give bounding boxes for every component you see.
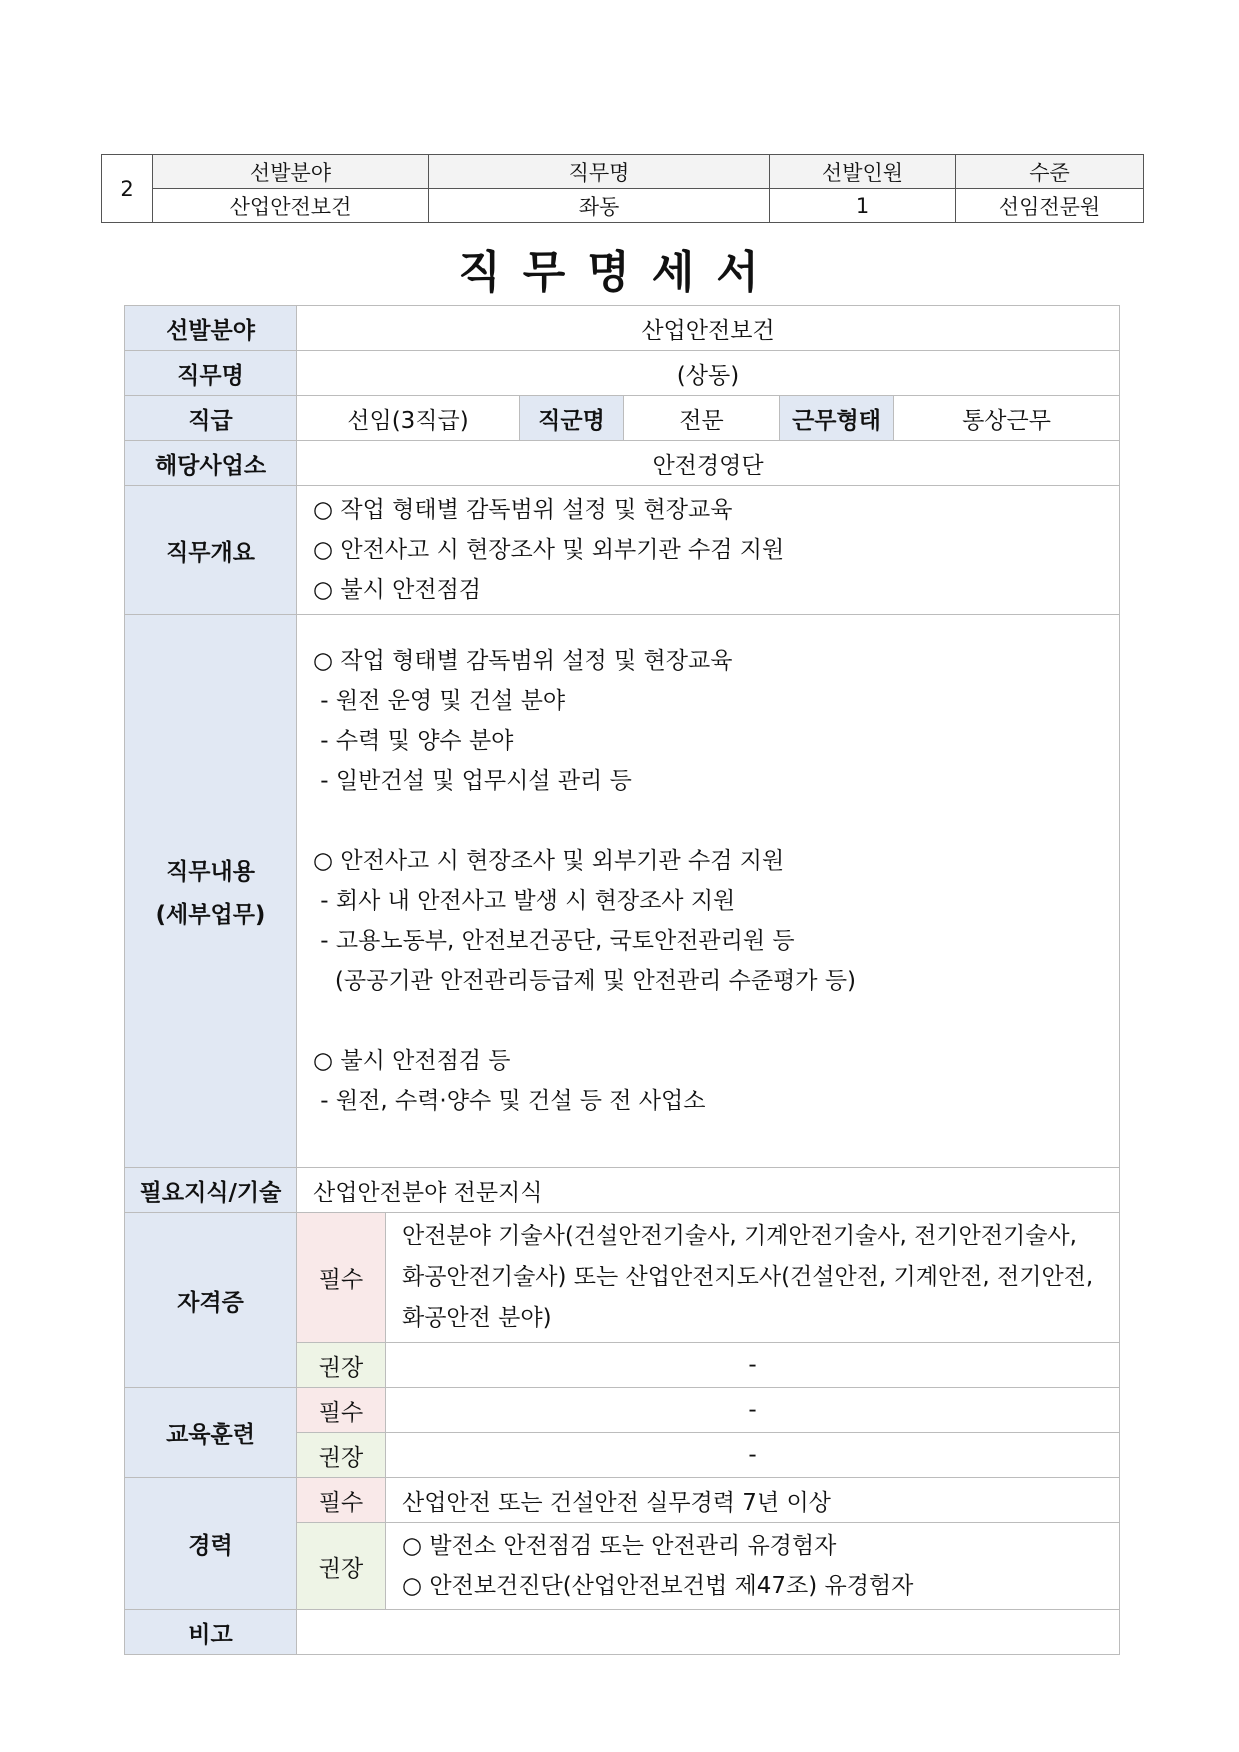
cert-required-text bbox=[386, 1216, 1119, 1339]
cert-recommended-label: 권장 bbox=[297, 1343, 386, 1388]
details-line: - 수력 및 양수 분야 bbox=[313, 728, 514, 754]
career-recommended-line: ○ 발전소 안전점검 또는 안전관리 유경험자 bbox=[402, 1533, 837, 1559]
details-line bbox=[313, 1001, 1119, 1041]
details-line bbox=[313, 801, 1119, 841]
overview-content bbox=[297, 486, 1120, 615]
field-label: 선발분야 bbox=[125, 306, 297, 351]
knowledge-label: 필요지식/기술 bbox=[125, 1168, 297, 1213]
career-label: 경력 bbox=[125, 1478, 297, 1610]
grade-label: 직급 bbox=[125, 396, 297, 441]
training-required-label: 필수 bbox=[297, 1388, 386, 1433]
summary-header-job: 직무명 bbox=[429, 155, 770, 189]
details-label bbox=[125, 615, 297, 1168]
summary-number: 2 bbox=[102, 155, 153, 223]
row-knowledge bbox=[125, 1168, 1120, 1213]
details-line: - 회사 내 안전사고 발생 시 현장조사 지원 bbox=[313, 888, 736, 914]
row-training-required bbox=[125, 1388, 1120, 1433]
career-recommended-line: ○ 안전보건진단(산업안전보건법 제47조) 유경험자 bbox=[402, 1573, 914, 1599]
summary-value-row bbox=[102, 189, 1144, 223]
details-label-line1: 직무내용 bbox=[166, 859, 255, 885]
row-cert-required bbox=[125, 1213, 1120, 1343]
details-line: - 고용노동부, 안전보건공단, 국토안전관리원 등 bbox=[313, 928, 795, 954]
document-title: 직무명세서 bbox=[458, 247, 781, 298]
summary-header-level: 수준 bbox=[956, 155, 1144, 189]
knowledge-value: 산업안전분야 전문지식 bbox=[297, 1168, 1120, 1213]
details-line: ○ 안전사고 시 현장조사 및 외부기관 수검 지원 bbox=[313, 848, 785, 874]
cert-required-line: 안전분야 기술사(건설안전기술사, 기계안전기술사, 전기안전기술사, bbox=[402, 1223, 1077, 1249]
row-grade bbox=[125, 396, 1120, 441]
worktype-value: 통상근무 bbox=[894, 396, 1120, 441]
details-line: ○ 작업 형태별 감독범위 설정 및 현장교육 bbox=[313, 648, 733, 674]
row-overview bbox=[125, 486, 1120, 615]
summary-value-field: 산업안전보건 bbox=[153, 189, 429, 223]
overview-line: ○ 안전사고 시 현장조사 및 외부기관 수검 지원 bbox=[313, 537, 785, 563]
summary-value-count: 1 bbox=[770, 189, 956, 223]
details-content bbox=[297, 615, 1120, 1168]
cert-required-line: 화공안전 분야) bbox=[402, 1305, 552, 1331]
cert-required-content bbox=[386, 1213, 1120, 1343]
row-field bbox=[125, 306, 1120, 351]
training-recommended-label: 권장 bbox=[297, 1433, 386, 1478]
details-line: (공공기관 안전관리등급제 및 안전관리 수준평가 등) bbox=[313, 968, 857, 994]
job-value: (상동) bbox=[297, 351, 1120, 396]
worktype-label: 근무형태 bbox=[780, 396, 894, 441]
cert-required-line: 화공안전기술사) 또는 산업안전지도사(건설안전, 기계안전, 전기안전, bbox=[402, 1264, 1094, 1290]
row-career-required bbox=[125, 1478, 1120, 1523]
row-job bbox=[125, 351, 1120, 396]
summary-value-job: 좌동 bbox=[429, 189, 770, 223]
job-spec-table bbox=[124, 305, 1120, 1655]
training-recommended-value: - bbox=[386, 1433, 1120, 1478]
details-line: - 원전, 수력·양수 및 건설 등 전 사업소 bbox=[313, 1088, 706, 1114]
training-label: 교육훈련 bbox=[125, 1388, 297, 1478]
group-value: 전문 bbox=[624, 396, 780, 441]
field-value: 산업안전보건 bbox=[297, 306, 1120, 351]
grade-value: 선임(3직급) bbox=[297, 396, 520, 441]
overview-line: ○ 작업 형태별 감독범위 설정 및 현장교육 bbox=[313, 497, 733, 523]
group-label: 직군명 bbox=[520, 396, 624, 441]
row-remarks bbox=[125, 1610, 1120, 1655]
details-line: ○ 불시 안전점검 등 bbox=[313, 1048, 511, 1074]
career-required-label: 필수 bbox=[297, 1478, 386, 1523]
summary-header-field: 선발분야 bbox=[153, 155, 429, 189]
career-recommended-content bbox=[386, 1523, 1120, 1610]
overview-line: ○ 불시 안전점검 bbox=[313, 577, 481, 603]
summary-table bbox=[101, 154, 1144, 223]
remarks-value bbox=[297, 1610, 1120, 1655]
details-line: - 원전 운영 및 건설 분야 bbox=[313, 688, 566, 714]
details-label-line2: (세부업무) bbox=[155, 902, 266, 928]
site-value: 안전경영단 bbox=[297, 441, 1120, 486]
cert-label: 자격증 bbox=[125, 1213, 297, 1388]
site-label: 해당사업소 bbox=[125, 441, 297, 486]
row-details bbox=[125, 615, 1120, 1168]
career-required-value: 산업안전 또는 건설안전 실무경력 7년 이상 bbox=[386, 1478, 1120, 1523]
job-label: 직무명 bbox=[125, 351, 297, 396]
row-site bbox=[125, 441, 1120, 486]
career-recommended-label: 권장 bbox=[297, 1523, 386, 1610]
training-required-value: - bbox=[386, 1388, 1120, 1433]
summary-header-row bbox=[102, 155, 1144, 189]
cert-recommended-value: - bbox=[386, 1343, 1120, 1388]
overview-label: 직무개요 bbox=[125, 486, 297, 615]
summary-value-level: 선임전문원 bbox=[956, 189, 1144, 223]
summary-header-count: 선발인원 bbox=[770, 155, 956, 189]
remarks-label: 비고 bbox=[125, 1610, 297, 1655]
cert-required-label: 필수 bbox=[297, 1213, 386, 1343]
details-line: - 일반건설 및 업무시설 관리 등 bbox=[313, 768, 632, 794]
